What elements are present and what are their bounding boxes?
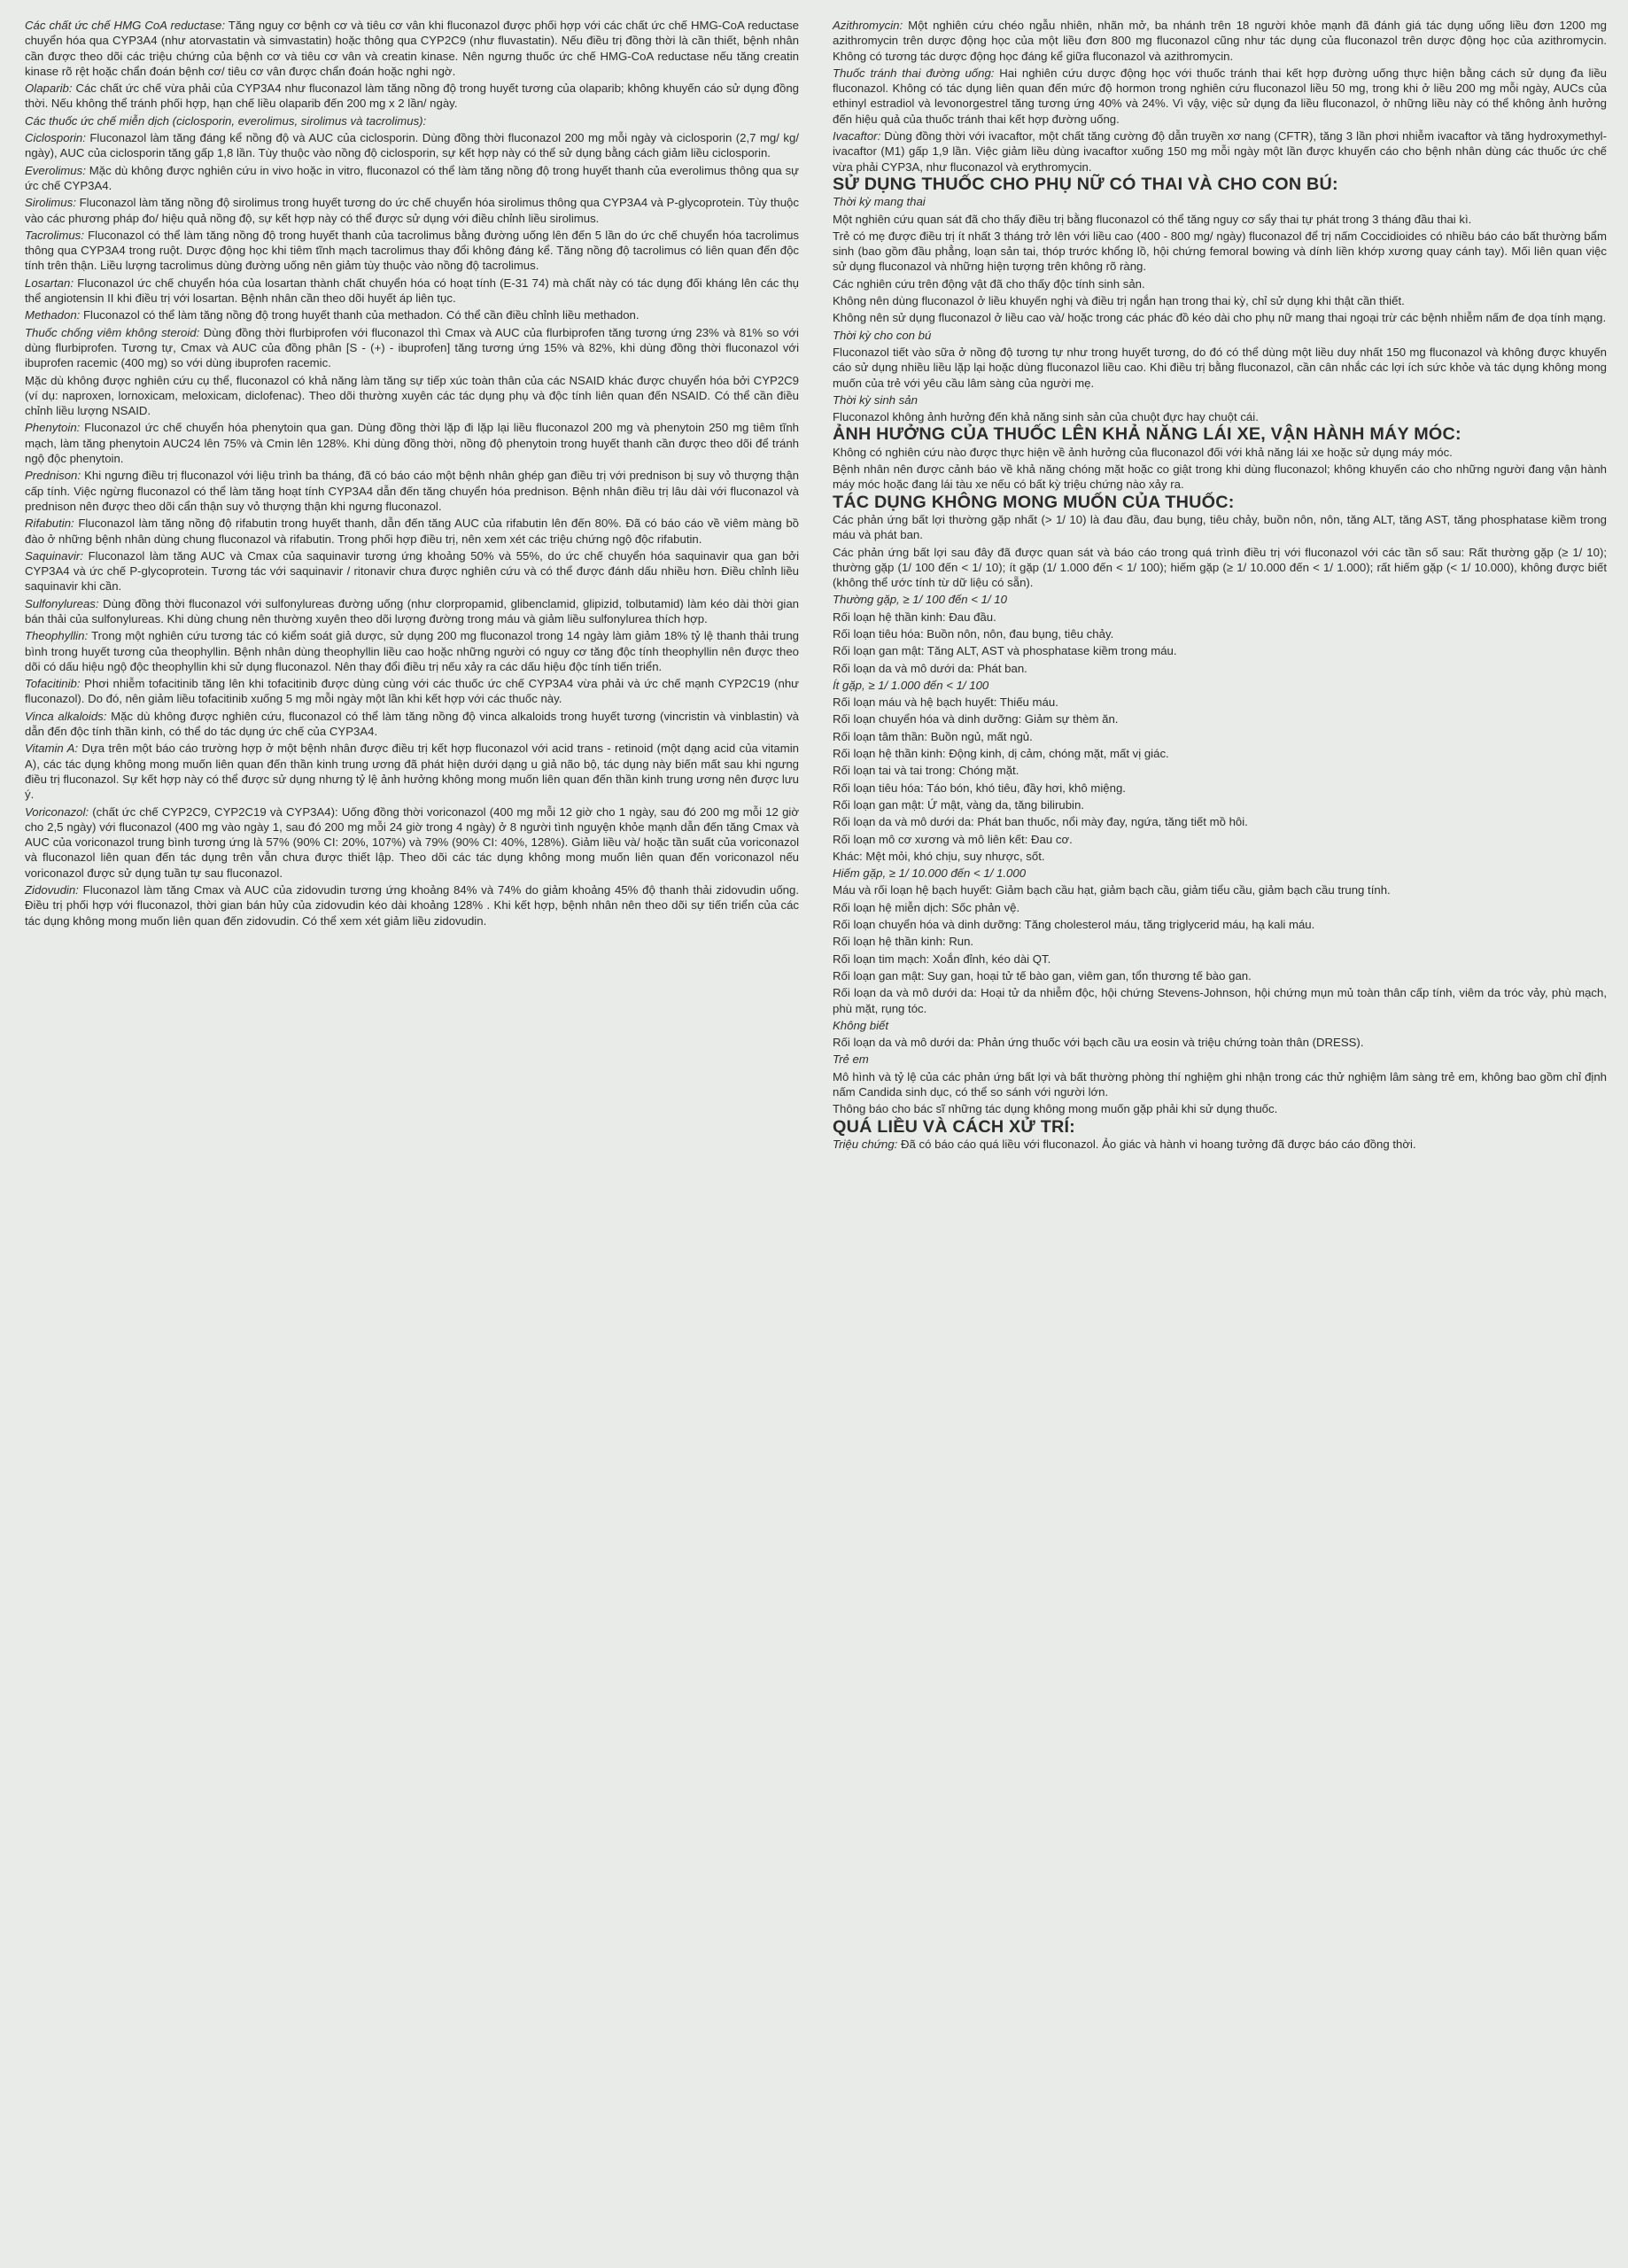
paragraph xyxy=(25,130,799,161)
paragraph-lead: Zidovudin: xyxy=(25,883,79,897)
paragraph-text: Rối loạn hệ thần kinh: Động kinh, dị cảm, chóng mặt, mất vị giác. xyxy=(833,747,1169,761)
paragraph xyxy=(25,882,799,928)
paragraph-text: Fluconazol làm tăng nồng độ rifabutin trong huyết thanh, dẫn đến tăng AUC của rifabutin lên đến 80%. Đã có báo cáo về viêm màng bồ đào ở những bệnh nhân dùng chung fluconazol và rifabutin. Trong phối hợp điều trị, nên xem xét các triệu chứng ngộ độc rifabutin. xyxy=(25,517,799,546)
paragraph-text: Các phản ứng bất lợi sau đây đã được quan sát và báo cáo trong quá trình điều trị với fluconazol với các tần số sau: Rất thường gặp (≥ 1/ 10); thường gặp (1/ 100 đến < 1/ 10); ít gặp (1/ 1.000 đến < 1/ 100); hiếm gặp (≥ 1/ 10.000 đến < 1/ 1.000); rất hiếm gặp (< 1/ 10.000), không được biết (không thể ước tính từ dữ liệu có sẵn). xyxy=(833,545,1607,590)
paragraph-text: Mô hình và tỷ lệ của các phản ứng bất lợi và bất thường phòng thí nghiệm ghi nhận trong các thử nghiệm lâm sàng trẻ em, không bao gồm chỉ định nấm Candida sinh dục, có thể so sánh với người lớn. xyxy=(833,1069,1607,1099)
paragraph-text: Rối loạn da và mô dưới da: Phản ứng thuốc với bạch cầu ưa eosin và triệu chứng toàn thân (DRESS). xyxy=(833,1036,1364,1050)
paragraph xyxy=(833,661,1607,676)
paragraph-text: Dùng đồng thời flurbiprofen với fluconazol thì Cmax và AUC của flurbiprofen tăng tương ứng 23% và 81% so với dùng flurbiprofen. Tương tự, Cmax và AUC của đồng phân [S - (+) - ibuprofen] tăng tương ứng 15% và 82%, khi dùng đồng thời fluconazol với ibuprofen racemic (400 mg) so với dùng ibuprofen racemic. xyxy=(25,325,799,370)
paragraph-lead: Thuốc chống viêm không steroid: xyxy=(25,325,200,339)
subsection-title: Thời kỳ mang thai xyxy=(833,195,926,209)
paragraph-text: Dùng đồng thời với ivacaftor, một chất tăng cường độ dẫn truyền xơ nang (CFTR), tăng 3 lần phơi nhiễm ivacaftor và tăng hydroxymethyl-ivacaftor (M1) gấp 1,9 lần. Việc giảm liều dùng ivacaftor xuống 150 mg mỗi ngày một lần được khuyến cáo cho bệnh nhân dùng các thuốc ức chế vừa phải CYP3A, như fluconazol và erythromycin. xyxy=(833,129,1607,174)
paragraph-text: Dựa trên một báo cáo trường hợp ở một bệnh nhân được điều trị kết hợp fluconazol với acid trans - retinoid (một dạng acid của vitamin A), các tác dụng không mong muốn liên quan đến thần kinh trung ương đã phát hiện dưới dạng u giả não bộ, tác dụng này biến mất sau khi ngưng điều trị fluconazol. Sự kết hợp này có thể được sử dụng nhưng tỷ lệ ảnh hưởng không mong muốn liên quan đến thần kinh trung ương nên được lưu ý. xyxy=(25,742,799,802)
paragraph xyxy=(833,951,1607,967)
paragraph-text: Fluconazol làm tăng AUC và Cmax của saquinavir tương ứng khoảng 50% và 55%, do ức chế chuyển hóa saquinavir qua gan bởi CYP3A4 và ức chế P-glycoprotein. Tương tác với saquinavir / ritonavir chưa được nghiên cứu và có thể được đánh dấu nhiều hơn. Điều chỉnh liều saquinavir khi cần. xyxy=(25,548,799,594)
paragraph-text: Fluconazol có thể làm tăng nồng độ trong huyết thanh của tacrolimus bằng đường uống lên đến 5 lần do ức chế chuyển hóa tacrolimus thông qua CYP3A4 trong ruột. Dược động học khi tiêm tĩnh mạch tacrolimus thay đổi không đáng kể. Tăng nồng độ tacrolimus có liên quan đến độc tính trên thận. Liều lượng tacrolimus dùng đường uống nên giảm tùy thuộc vào nồng độ tacrolimus. xyxy=(25,228,799,273)
paragraph-text: Mặc dù không được nghiên cứu cụ thể, fluconazol có khả năng làm tăng sự tiếp xúc toàn thân của các NSAID khác được chuyển hóa bởi CYP2C9 (ví dụ: naproxen, lornoxicam, meloxicam, diclofenac). Theo dõi thường xuyên các tác dụng phụ và độc tính liên quan đến NSAID. Có thể cần điều chỉnh liều lượng NSAID. xyxy=(25,373,799,418)
paragraph-text: Đã có báo cáo quá liều với fluconazol. Ảo giác và hành vi hoang tưởng đã được báo cáo đồng thời. xyxy=(897,1137,1416,1151)
paragraph-text: Rối loạn tiêu hóa: Buồn nôn, nôn, đau bụng, tiêu chảy. xyxy=(833,626,1114,641)
paragraph-lead: Everolimus: xyxy=(25,163,86,177)
paragraph xyxy=(833,934,1607,949)
paragraph xyxy=(25,468,799,514)
paragraph xyxy=(25,676,799,707)
paragraph-lead: Voriconazol: xyxy=(25,804,89,819)
paragraph xyxy=(833,610,1607,625)
paragraph xyxy=(833,1101,1607,1116)
paragraph xyxy=(25,276,799,307)
paragraph-lead: Losartan: xyxy=(25,276,74,290)
paragraph-text: Rối loạn tai và tai trong: Chóng mặt. xyxy=(833,764,1019,778)
paragraph-lead: Azithromycin: xyxy=(833,19,903,32)
paragraph-text: Các nghiên cứu trên động vật đã cho thấy độc tính sinh sản. xyxy=(833,276,1145,291)
paragraph-lead: Tofacitinib: xyxy=(25,677,81,691)
paragraph xyxy=(833,882,1607,897)
paragraph-text: Rối loạn hệ miễn dịch: Sốc phản vệ. xyxy=(833,900,1020,914)
paragraph xyxy=(25,325,799,371)
paragraph-text: Mặc dù không được nghiên cứu in vivo hoặc in vitro, fluconazol có thể làm tăng nồng độ trong huyết thanh của everolimus thông qua sự ức chế CYP3A4. xyxy=(25,163,799,192)
paragraph xyxy=(833,849,1607,864)
paragraph-lead: Rifabutin: xyxy=(25,517,74,531)
paragraph-text: Rối loạn mô cơ xương và mô liên kết: Đau cơ. xyxy=(833,832,1073,846)
paragraph xyxy=(25,163,799,194)
paragraph-text: Hai nghiên cứu dược động học với thuốc tránh thai kết hợp đường uống thực hiện bằng cách sử dụng đa liều fluconazol. Không có tác dụng liên quan đến mức độ hormon trong nghiên cứu fluconazol liều 50 mg, trong khi ở liều 200 mg mỗi ngày, AUCs của ethinyl estradiol và levonorgestrel tăng tương ứng 40% và 24%. Vì vậy, việc sử dụng đa liều fluconazol, ở những liều này có thể không ảnh hưởng đến hiệu quả của thuốc tránh thai kết hợp đường uống. xyxy=(833,66,1608,126)
paragraph xyxy=(833,695,1607,710)
subsection-title: Trẻ em xyxy=(833,1052,869,1067)
paragraph-text: Rối loạn gan mật: Ứ mật, vàng da, tăng bilirubin. xyxy=(833,797,1084,812)
left-column xyxy=(25,18,799,2268)
paragraph-text: Rối loạn tim mạch: Xoắn đỉnh, kéo dài QT. xyxy=(833,951,1051,966)
paragraph-lead: Olaparib: xyxy=(25,82,73,96)
paragraph-text: Fluconazol ức chế chuyển hóa phenytoin qua gan. Dùng đồng thời lặp đi lặp lại liều fluconazol 200 mg và phenytoin 250 mg tiêm tĩnh mạch, làm tăng phenytoin AUC24 lên 75% và Cmin lên 128%. Khi dùng đồng thời, nồng độ phenytoin trong huyết thanh cần được theo dõi để tránh ngộ độc phenytoin. xyxy=(25,421,799,466)
paragraph-text: Rối loạn tiêu hóa: Táo bón, khó tiêu, đầy hơi, khô miệng. xyxy=(833,781,1126,795)
paragraph xyxy=(833,797,1607,812)
paragraph xyxy=(25,81,799,112)
paragraph xyxy=(25,113,799,128)
paragraph xyxy=(833,445,1607,460)
paragraph-text: Rối loạn da và mô dưới da: Phát ban thuốc, nổi mày đay, ngứa, tăng tiết mồ hôi. xyxy=(833,815,1248,829)
paragraph-lead: Thuốc tránh thai đường uống: xyxy=(833,66,995,80)
paragraph xyxy=(833,985,1607,1016)
subsection-title: Thường gặp, ≥ 1/ 100 đến < 1/ 10 xyxy=(833,593,1007,607)
paragraph-text: Fluconazol làm tăng nồng độ sirolimus trong huyết tương do ức chế chuyển hóa sirolimus thông qua CYP3A4 và P-glycoprotein. Tùy thuộc vào các phương pháp đo/ hiệu quả nồng độ, sự kết hợp này có thể được sử dụng với điều chỉnh liều sirolimus. xyxy=(25,196,799,225)
paragraph-text: Fluconazol tiết vào sữa ở nồng độ tương tự như trong huyết tương, do đó có thể dùng một liều duy nhất 150 mg fluconazol và không được khuyến cáo sử dụng nhiều liều lặp lại hoặc dùng fluconazol liều cao. Khi điều trị bằng fluconazol, cần cân nhắc các lợi ích sức khỏe và tác dụng không mong muốn của trẻ với yêu cầu lâm sàng của người mẹ. xyxy=(833,345,1607,390)
paragraph xyxy=(25,228,799,274)
paragraph-text: Rối loạn gan mật: Tăng ALT, AST và phosphatase kiềm trong máu. xyxy=(833,644,1177,658)
paragraph-text: Fluconazol ức chế chuyển hóa của losartan thành chất chuyển hóa có hoạt tính (E-31 74) mà chất này có tác dụng đối kháng lên các thụ thể angiotensin II khi điều trị với losartan. Bệnh nhân cần theo dõi huyết áp liên tục. xyxy=(25,276,799,306)
paragraph-text: Rối loạn hệ thần kinh: Đau đầu. xyxy=(833,610,996,624)
paragraph-text: Mặc dù không được nghiên cứu, fluconazol có thể làm tăng nồng độ vinca alkaloids trong huyết tương (vincristin và vinblastin) và dẫn đến độc tính thần kinh, có thể do tác dụng ức chế của CYP3A4. xyxy=(25,709,799,739)
paragraph-text: Dùng đồng thời fluconazol với sulfonylureas đường uống (như clorpropamid, glibenclamid, glipizid, tolbutamid) làm kéo dài thời gian bán thải của sulfonylureas. Khi dùng chung nên thường xuyên theo dõi lượng đường trong máu và giảm liều sulfonylurea thích hợp. xyxy=(25,596,799,625)
paragraph xyxy=(833,814,1607,829)
paragraph-text: Tăng nguy cơ bệnh cơ và tiêu cơ vân khi fluconazol được phối hợp với các chất ức chế HMG-CoA reductase chuyển hóa qua CYP3A4 (như atorvastatin và simvastatin) hoặc thông qua CYP2C9 (như fluvastatin). Nếu điều trị đồng thời là cần thiết, bệnh nhân cần được theo dõi các triệu chứng của bệnh cơ và tiêu cơ vân và creatin kinase. Nên ngưng thuốc ức chế HMG-CoA reductase nếu tăng creatin kinase rõ rệt hoặc chẩn đoán bệnh cơ/ tiêu cơ vân được chẩn đoán hoặc nghi ngờ. xyxy=(25,19,799,78)
paragraph-text: Một nghiên cứu chéo ngẫu nhiên, nhãn mở, ba nhánh trên 18 người khỏe mạnh đã đánh giá tác dụng uống liều đơn 1200 mg azithromycin trên dược động học của một liều đơn 800 mg fluconazol cũng như tác dụng của fluconazol trên dược động học của azithromycin. Không có tương tác dược động học đáng kể giữa fluconazol và azithromycin. xyxy=(833,19,1607,63)
paragraph-lead: Ivacaftor: xyxy=(833,129,881,144)
paragraph xyxy=(833,1035,1607,1050)
paragraph xyxy=(25,18,799,79)
paragraph-lead: Các chất ức chế HMG CoA reductase: xyxy=(25,19,226,32)
section-heading: SỬ DỤNG THUỐC CHO PHỤ NỮ CÓ THAI VÀ CHO CON BÚ: xyxy=(833,174,1338,194)
paragraph xyxy=(833,781,1607,796)
paragraph xyxy=(25,195,799,226)
paragraph xyxy=(833,763,1607,778)
paragraph-text: Không nên dùng fluconazol ở liều khuyến nghị và điều trị ngắn hạn trong thai kỳ, chỉ sử dụng khi thật cần thiết. xyxy=(833,294,1405,308)
paragraph xyxy=(25,373,799,419)
paragraph-text: Một nghiên cứu quan sát đã cho thấy điều trị bằng fluconazol có thể tăng nguy cơ sẩy thai tự phát trong 3 tháng đầu thai kì. xyxy=(833,212,1472,226)
paragraph-lead: Methadon: xyxy=(25,308,81,322)
paragraph xyxy=(833,345,1607,391)
paragraph-lead: Ciclosporin: xyxy=(25,131,86,145)
paragraph xyxy=(833,545,1607,591)
paragraph-text: Các chất ức chế vừa phải của CYP3A4 như fluconazol làm tăng nồng độ trong huyết tương của olaparib; không khuyến cáo sử dụng đồng thời. Nếu không thể tránh phối hợp, hạn chế liều olaparib đến 200 mg x 2 lần/ ngày. xyxy=(25,82,799,111)
paragraph-text: Rối loạn hệ thần kinh: Run. xyxy=(833,935,974,949)
paragraph-text: Fluconazol làm tăng Cmax và AUC của zidovudin tương ứng khoảng 84% và 74% do giảm khoảng 45% độ thanh thải zidovudin uống. Điều trị phối hợp với fluconazol, thời gian bán hủy của zidovudin kéo dài khoảng 128% . Khi kết hợp, bệnh nhân nên theo dõi sự tiến triển của các tác dụng không mong muốn liên quan đến zidovudin. Có thể xem xét giảm liều zidovudin. xyxy=(25,883,799,928)
paragraph xyxy=(833,746,1607,761)
paragraph-text: Rối loạn tâm thần: Buồn ngủ, mất ngủ. xyxy=(833,729,1033,743)
subsection-title: Ít gặp, ≥ 1/ 1.000 đến < 1/ 100 xyxy=(833,678,989,692)
section-heading: ẢNH HƯỞNG CỦA THUỐC LÊN KHẢ NĂNG LÁI XE, VẬN HÀNH MÁY MÓC: xyxy=(833,424,1461,445)
paragraph-text: Fluconazol không ảnh hưởng đến khả năng sinh sản của chuột đực hay chuột cái. xyxy=(833,410,1259,424)
paragraph xyxy=(25,548,799,594)
paragraph-text: Rối loạn máu và hệ bạch huyết: Thiếu máu. xyxy=(833,695,1058,710)
paragraph xyxy=(833,968,1607,983)
subsection-title: Thời kỳ cho con bú xyxy=(833,328,932,342)
paragraph xyxy=(833,512,1607,543)
paragraph-text: Fluconazol có thể làm tăng nồng độ trong huyết thanh của methadon. Có thể cần điều chỉnh liều methadon. xyxy=(80,308,640,322)
paragraph-text: Fluconazol làm tăng đáng kể nồng độ và AUC của ciclosporin. Dùng đồng thời fluconazol 200 mg mỗi ngày và ciclosporin (2,7 mg/ kg/ ngày), AUC của ciclosporin tăng gấp 1,8 lần. Tùy thuộc vào nồng độ ciclosporin, sự kết hợp này có thể sử dụng bằng cách giảm liều ciclosporin. xyxy=(25,131,799,160)
paragraph xyxy=(833,66,1607,127)
paragraph xyxy=(833,310,1607,325)
paragraph-lead: Sirolimus: xyxy=(25,196,76,210)
paragraph-text: Rối loạn gan mật: Suy gan, hoại tử tế bào gan, viêm gan, tổn thương tế bào gan. xyxy=(833,968,1252,983)
paragraph xyxy=(25,516,799,547)
paragraph xyxy=(833,229,1607,275)
paragraph-lead: Vitamin A: xyxy=(25,742,79,756)
paragraph xyxy=(833,1137,1607,1152)
paragraph-text: Bệnh nhân nên được cảnh báo về khả năng chóng mặt hoặc co giật trong khi dùng fluconazol; không khuyến cáo cho những người đang vận hành máy móc hoặc đang lái tàu xe nếu có bất kỳ triệu chứng nào xảy ra. xyxy=(833,462,1607,492)
paragraph-text: (chất ức chế CYP2C9, CYP2C19 và CYP3A4): Uống đồng thời voriconazol (400 mg mỗi 12 giờ cho 1 ngày, sau đó 200 mg mỗi 12 giờ cho 2,5 ngày) với fluconazol (400 mg vào ngày 1, sau đó 200 mg mỗi 24 giờ trong 4 ngày) ở 8 người tình nguyện khỏe mạnh dẫn đến tăng Cmax và AUC của voriconazol trung bình tương ứng là 57% (90% CI: 20%, 107%) và 79% (90% CI: 40%, 128%). Giảm liều và/ hoặc tần suất của voriconazol và fluconazol liên quan đến tác dụng trên vẫn chưa được thiết lập. Theo dõi các tác dụng không mong muốn liên quan đến voriconazol nếu voriconazol được sử dụng tuần tự sau fluconazol. xyxy=(25,804,799,880)
paragraph-text: Rối loạn da và mô dưới da: Phát ban. xyxy=(833,661,1027,675)
paragraph-text: Trẻ có mẹ được điều trị ít nhất 3 tháng trở lên với liều cao (400 - 800 mg/ ngày) fluconazol để trị nấm Coccidioides có nhiều báo cáo bất thường bẩm sinh (bao gồm đầu phẳng, loạn sản tai, thóp trước khổng lồ, hội chứng femoral bowing và dính liền khớp xương quay cánh tay). Mối liên quan việc sử dụng fluconazol và những hiện tượng trên không rõ ràng. xyxy=(833,229,1607,274)
paragraph-text: Rối loạn chuyển hóa và dinh dưỡng: Giảm sự thèm ăn. xyxy=(833,712,1119,726)
paragraph xyxy=(833,409,1607,424)
paragraph xyxy=(833,293,1607,308)
section-heading: TÁC DỤNG KHÔNG MONG MUỐN CỦA THUỐC: xyxy=(833,492,1235,512)
paragraph xyxy=(833,711,1607,726)
paragraph xyxy=(833,276,1607,291)
paragraph xyxy=(25,420,799,466)
paragraph-lead: Theophyllin: xyxy=(25,629,89,643)
paragraph-text: Rối loạn da và mô dưới da: Hoại tử da nhiễm độc, hội chứng Stevens-Johnson, hội chứng mụn mủ toàn thân cấp tính, viêm da tróc vảy, phù mạch, phù mặt, rụng tóc. xyxy=(833,986,1607,1015)
right-column xyxy=(833,18,1607,2268)
paragraph-text: Không có nghiên cứu nào được thực hiện về ảnh hưởng của fluconazol đối với khả năng lái xe hoặc sử dụng máy móc. xyxy=(833,445,1453,459)
paragraph-lead: Triệu chứng: xyxy=(833,1137,898,1151)
paragraph xyxy=(833,900,1607,915)
paragraph xyxy=(833,626,1607,641)
paragraph-lead: Prednison: xyxy=(25,469,81,483)
paragraph-lead: Các thuốc ức chế miễn dịch (ciclosporin, everolimus, sirolimus và tacrolimus): xyxy=(25,113,427,128)
paragraph-text: Phơi nhiễm tofacitinib tăng lên khi tofacitinib được dùng cùng với các thuốc ức chế CYP3A4 vừa phải và ức chế mạnh CYP2C19 (như fluconazol). Do đó, nên giảm liều tofacitinib xuống 5 mg mỗi ngày một lần khi kết hợp với các thuốc này. xyxy=(25,677,799,706)
section-heading: QUÁ LIỀU VÀ CÁCH XỬ TRÍ: xyxy=(833,1116,1075,1137)
paragraph xyxy=(833,18,1607,64)
paragraph xyxy=(833,1069,1607,1100)
paragraph xyxy=(25,804,799,881)
paragraph-text: Rối loạn chuyển hóa và dinh dưỡng: Tăng cholesterol máu, tăng triglycerid máu, hạ kali máu. xyxy=(833,918,1315,932)
paragraph xyxy=(833,643,1607,658)
paragraph-lead: Sulfonylureas: xyxy=(25,596,99,610)
paragraph xyxy=(25,741,799,802)
subsection-title: Không biết xyxy=(833,1018,889,1032)
subsection-title: Hiếm gặp, ≥ 1/ 10.000 đến < 1/ 1.000 xyxy=(833,866,1027,881)
paragraph-text: Khi ngưng điều trị fluconazol với liệu trình ba tháng, đã có báo cáo một bệnh nhân ghép gan điều trị với prednison bị suy vỏ thượng thận cấp tính. Việc ngừng fluconazol có thể làm tăng hoạt tính CYP3A4 dẫn đến tăng chuyển hóa prednison. Bệnh nhân điều trị lâu dài với fluconazol và prednison nên được theo dõi cẩn thận suy vỏ thượng thận khi ngưng fluconazol. xyxy=(25,469,799,513)
paragraph xyxy=(833,212,1607,227)
paragraph-lead: Saquinavir: xyxy=(25,548,83,563)
paragraph-text: Máu và rối loạn hệ bạch huyết: Giảm bạch cầu hạt, giảm bạch cầu, giảm tiểu cầu, giảm bạch cầu trung tính. xyxy=(833,883,1391,897)
paragraph xyxy=(833,462,1607,493)
paragraph xyxy=(25,709,799,740)
paragraph-text: Trong một nghiên cứu tương tác có kiểm soát giả dược, sử dụng 200 mg fluconazol trong 14 ngày làm giảm 18% tỷ lệ thanh thải trung bình trong huyết tương của theophyllin. Bệnh nhân dùng theophyllin liều cao hoặc những người có nguy cơ tăng độc tính theophyllin nên được theo dõi có dấu hiệu ngộ độc theophyllin khi sử dụng fluconazol. Nên thay đổi điều trị nếu xảy ra các dấu hiệu độc tính tiến triển. xyxy=(25,629,799,673)
paragraph xyxy=(833,832,1607,847)
paragraph xyxy=(833,729,1607,744)
paragraph-text: Không nên sử dụng fluconazol ở liều cao và/ hoặc trong các phác đồ kéo dài cho phụ nữ mang thai ngoại trừ các bệnh nhiễm nấm đe dọa tính mạng. xyxy=(833,311,1607,325)
paragraph xyxy=(833,917,1607,932)
subsection-title: Thời kỳ sinh sản xyxy=(833,392,918,407)
paragraph-text: Thông báo cho bác sĩ những tác dụng không mong muốn gặp phải khi sử dụng thuốc. xyxy=(833,1102,1278,1116)
paragraph-lead: Phenytoin: xyxy=(25,421,81,435)
paragraph-lead: Tacrolimus: xyxy=(25,228,84,242)
paragraph xyxy=(25,307,799,322)
paragraph-lead: Vinca alkaloids: xyxy=(25,709,107,723)
paragraph xyxy=(833,128,1607,175)
paragraph xyxy=(25,596,799,627)
paragraph-text: Khác: Mệt mỏi, khó chịu, suy nhược, sốt. xyxy=(833,849,1045,863)
paragraph xyxy=(25,628,799,674)
paragraph-text: Các phản ứng bất lợi thường gặp nhất (> 1/ 10) là đau đầu, đau bụng, tiêu chảy, buồn nôn, nôn, tăng ALT, tăng AST, tăng phosphatase kiềm trong máu và phát ban. xyxy=(833,512,1607,542)
